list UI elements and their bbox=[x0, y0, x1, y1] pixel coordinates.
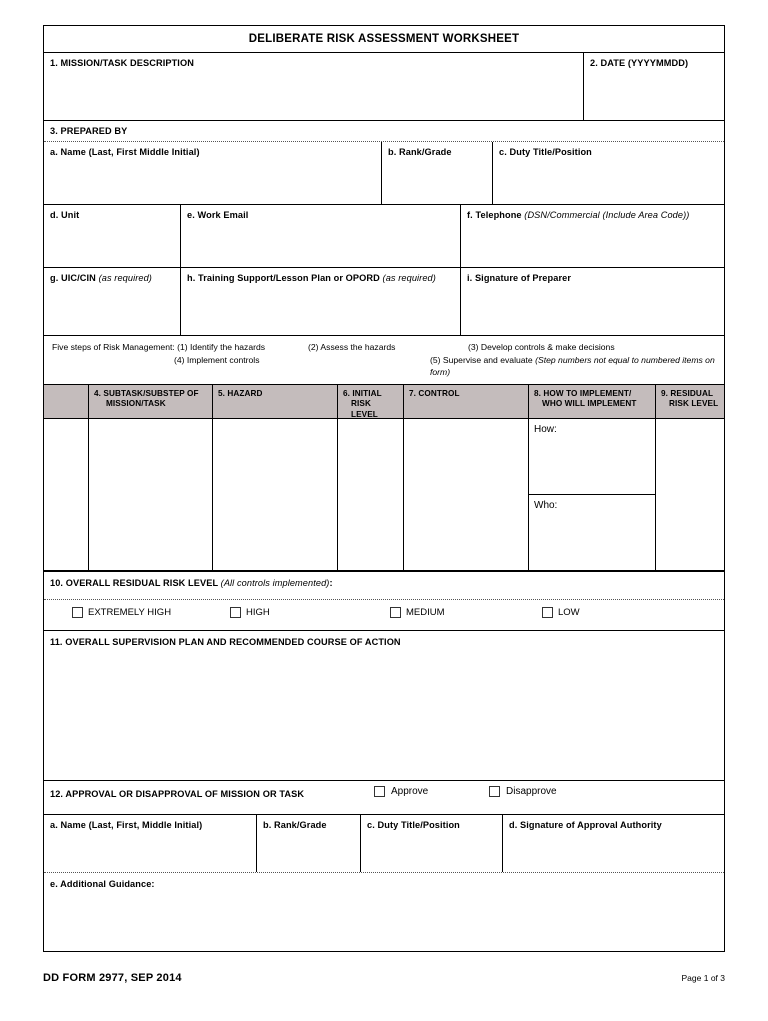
risk-col-header-subtask-l2: MISSION/TASK bbox=[106, 399, 166, 408]
five-steps-step-5-text: (5) Supervise and evaluate bbox=[430, 354, 536, 365]
preparer-uic-field[interactable] bbox=[44, 268, 181, 335]
mission-task-description-field[interactable] bbox=[44, 53, 584, 120]
risk-option-medium[interactable] bbox=[390, 607, 445, 618]
prepared-by-header bbox=[44, 121, 724, 142]
how-to-implement-field[interactable] bbox=[529, 419, 655, 495]
section-1-2-row bbox=[44, 53, 724, 121]
overall-residual-risk-label-hint: (All controls implemented) bbox=[220, 577, 330, 588]
risk-cell-subtask[interactable] bbox=[89, 419, 213, 570]
preparer-rank-label: b. Rank/Grade bbox=[388, 147, 452, 157]
preparer-unit-field[interactable] bbox=[44, 205, 181, 267]
risk-option-extremely-high-label: EXTREMELY HIGH bbox=[88, 606, 172, 618]
prepared-by-row-def bbox=[44, 205, 724, 268]
checkbox-icon[interactable] bbox=[390, 607, 401, 618]
risk-col-header-implement bbox=[529, 385, 656, 418]
risk-col-header-subtask bbox=[89, 385, 213, 418]
five-steps-step-5 bbox=[430, 354, 716, 379]
overall-residual-risk-label bbox=[50, 577, 718, 589]
preparer-rank-field[interactable] bbox=[382, 142, 493, 204]
approval-rank-label: b. Rank/Grade bbox=[263, 819, 327, 830]
risk-option-high-label: HIGH bbox=[246, 606, 270, 618]
risk-col-header-subtask-l1: 4. SUBTASK/SUBSTEP OF bbox=[94, 388, 199, 398]
risk-cell-residual-risk[interactable] bbox=[656, 419, 724, 570]
approval-option-disapprove-label: Disapprove bbox=[506, 785, 557, 797]
risk-cell-implement bbox=[529, 419, 656, 570]
risk-table-row bbox=[44, 419, 724, 571]
uic-label-text: g. UIC/CIN bbox=[50, 273, 99, 283]
five-steps-line-2 bbox=[52, 354, 716, 379]
five-steps-block bbox=[44, 336, 724, 385]
risk-col-header-residual-risk bbox=[656, 385, 724, 418]
supervision-plan-label: 11. OVERALL SUPERVISION PLAN AND RECOMMENDED COURSE OF ACTION bbox=[50, 636, 401, 647]
preparer-duty-label: c. Duty Title/Position bbox=[499, 147, 592, 157]
preparer-name-field[interactable] bbox=[44, 142, 382, 204]
checkbox-icon[interactable] bbox=[374, 786, 385, 797]
who-will-implement-field[interactable] bbox=[529, 495, 655, 570]
risk-cell-initial-risk[interactable] bbox=[338, 419, 404, 570]
preparer-uic-label bbox=[50, 272, 174, 284]
how-label: How: bbox=[534, 423, 557, 435]
date-label: 2. DATE (YYYYMMDD) bbox=[590, 58, 689, 68]
risk-option-medium-label: MEDIUM bbox=[406, 606, 445, 618]
overall-residual-risk-label-colon: : bbox=[329, 577, 333, 588]
risk-col-header-control bbox=[404, 385, 529, 418]
risk-col-header-initial-risk-l1: 6. INITIAL bbox=[343, 388, 382, 398]
form-title-bar bbox=[44, 26, 724, 53]
risk-col-header-hazard bbox=[213, 385, 338, 418]
prepared-by-row-ghi bbox=[44, 268, 724, 336]
risk-option-low[interactable] bbox=[542, 607, 580, 618]
form-footer bbox=[43, 972, 725, 984]
training-label-text: h. Training Support/Lesson Plan or OPORD bbox=[187, 273, 383, 283]
preparer-unit-label: d. Unit bbox=[50, 210, 80, 220]
risk-col-header-blank bbox=[44, 385, 89, 418]
preparer-duty-field[interactable] bbox=[493, 142, 724, 204]
overall-residual-risk-label-text: 10. OVERALL RESIDUAL RISK LEVEL bbox=[50, 577, 221, 588]
telephone-label-text: f. Telephone bbox=[467, 210, 525, 220]
risk-col-header-hazard-l1: 5. HAZARD bbox=[218, 388, 263, 398]
risk-col-header-implement-l1: 8. HOW TO IMPLEMENT/ bbox=[534, 388, 632, 398]
risk-option-high[interactable] bbox=[230, 607, 270, 618]
five-steps-step-3: (3) Develop controls & make decisions bbox=[468, 342, 615, 352]
risk-col-header-control-l1: 7. CONTROL bbox=[409, 388, 460, 398]
five-steps-note: (Step numbers not equal to numbered items on form) bbox=[430, 354, 715, 377]
preparer-signature-field[interactable] bbox=[461, 268, 724, 335]
checkbox-icon[interactable] bbox=[489, 786, 500, 797]
preparer-email-field[interactable] bbox=[181, 205, 461, 267]
additional-guidance-field[interactable] bbox=[44, 872, 724, 951]
prepared-by-label: 3. PREPARED BY bbox=[50, 126, 128, 136]
preparer-training-support-field[interactable] bbox=[181, 268, 461, 335]
risk-cell-control[interactable] bbox=[404, 419, 529, 570]
form-frame bbox=[43, 25, 725, 952]
approval-label: 12. APPROVAL OR DISAPPROVAL OF MISSION OR TASK bbox=[50, 788, 305, 799]
prepared-by-row-abc bbox=[44, 142, 724, 205]
who-label: Who: bbox=[534, 499, 558, 511]
risk-cell-blank[interactable] bbox=[44, 419, 89, 570]
additional-guidance-label: e. Additional Guidance: bbox=[50, 878, 155, 889]
approval-signature-field[interactable] bbox=[503, 815, 724, 872]
overall-residual-risk-options bbox=[44, 600, 724, 631]
five-steps-intro: Five steps of Risk Management: (1) Identify the hazards bbox=[52, 342, 266, 352]
approval-name-label: a. Name (Last, First, Middle Initial) bbox=[50, 819, 203, 830]
risk-col-header-residual-risk-l1: 9. RESIDUAL bbox=[661, 388, 714, 398]
risk-col-header-initial-risk-l2: RISK LEVEL bbox=[351, 399, 378, 419]
approval-header bbox=[44, 781, 724, 815]
risk-cell-hazard[interactable] bbox=[213, 419, 338, 570]
approval-duty-label: c. Duty Title/Position bbox=[367, 819, 460, 830]
how-who-group bbox=[529, 419, 655, 570]
preparer-telephone-field[interactable] bbox=[461, 205, 724, 267]
preparer-email-label: e. Work Email bbox=[187, 210, 249, 220]
checkbox-icon[interactable] bbox=[72, 607, 83, 618]
approval-rank-field[interactable] bbox=[257, 815, 361, 872]
overall-residual-risk-header bbox=[44, 571, 724, 600]
five-steps-step-4: (4) Implement controls bbox=[174, 354, 260, 365]
preparer-telephone-label bbox=[467, 209, 718, 221]
mission-task-description-label: 1. MISSION/TASK DESCRIPTION bbox=[50, 58, 194, 68]
checkbox-icon[interactable] bbox=[230, 607, 241, 618]
checkbox-icon[interactable] bbox=[542, 607, 553, 618]
approval-name-field[interactable] bbox=[44, 815, 257, 872]
approval-option-approve[interactable] bbox=[374, 786, 428, 797]
training-support-label bbox=[187, 272, 454, 284]
risk-col-header-residual-risk-l2: RISK LEVEL bbox=[669, 399, 719, 408]
supervision-plan-field[interactable] bbox=[44, 631, 724, 781]
training-label-hint: (as required) bbox=[382, 273, 436, 283]
five-steps-step-2: (2) Assess the hazards bbox=[308, 342, 396, 352]
risk-option-low-label: LOW bbox=[558, 606, 580, 618]
risk-table-header bbox=[44, 385, 724, 419]
approval-signature-label: d. Signature of Approval Authority bbox=[509, 819, 662, 830]
risk-col-header-initial-risk bbox=[338, 385, 404, 418]
date-field[interactable] bbox=[584, 53, 724, 120]
page-number-label: Page 1 of 3 bbox=[681, 973, 725, 983]
approval-authority-row bbox=[44, 815, 724, 872]
form-id-label: DD FORM 2977, SEP 2014 bbox=[43, 972, 182, 984]
approval-option-approve-label: Approve bbox=[391, 785, 429, 797]
five-steps-line-1 bbox=[52, 341, 716, 354]
approval-option-disapprove[interactable] bbox=[489, 786, 557, 797]
risk-option-extremely-high[interactable] bbox=[72, 607, 171, 618]
approval-duty-field[interactable] bbox=[361, 815, 503, 872]
risk-col-header-implement-l2: WHO WILL IMPLEMENT bbox=[542, 399, 637, 408]
preparer-name-label: a. Name (Last, First Middle Initial) bbox=[50, 147, 200, 157]
telephone-label-hint: (DSN/Commercial (Include Area Code)) bbox=[524, 210, 690, 220]
preparer-signature-label: i. Signature of Preparer bbox=[467, 273, 572, 283]
page-title: DELIBERATE RISK ASSESSMENT WORKSHEET bbox=[248, 33, 520, 45]
uic-label-hint: (as required) bbox=[98, 273, 152, 283]
